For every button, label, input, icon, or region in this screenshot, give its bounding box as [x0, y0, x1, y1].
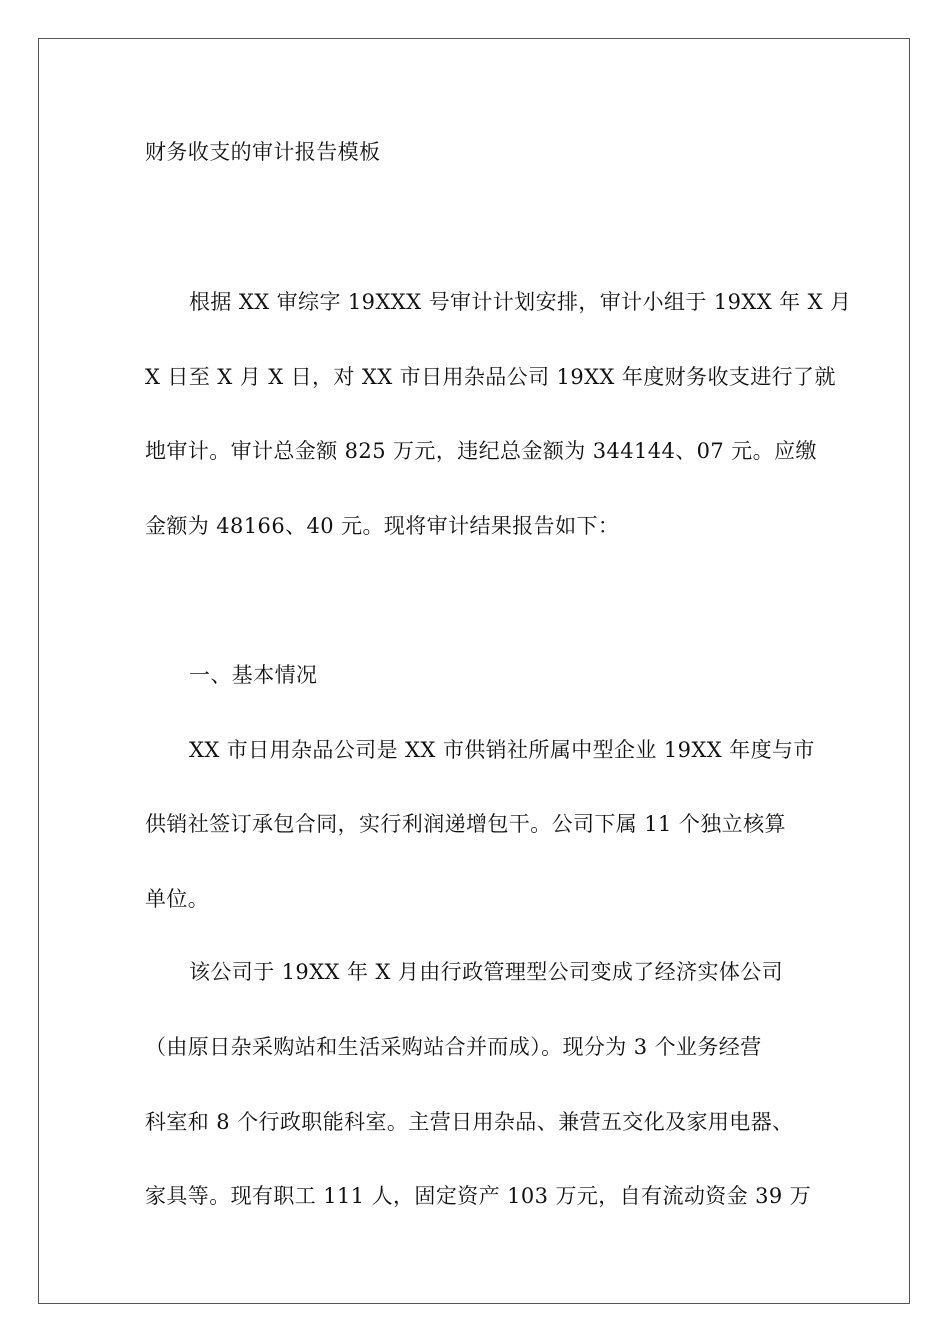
paragraph-line-2: X 日至 X 月 X 日，对 XX 市日用杂品公司 19XX 年度财务收支进行了就 [145, 365, 836, 389]
paragraph-line-6: 供销社签订承包合同，实行利润递增包干。公司下属 11 个独立核算 [145, 812, 786, 836]
paragraph-line-3: 地审计。审计总金额 825 万元，违纪总金额为 344144、07 元。应缴 [145, 439, 817, 463]
paragraph-line-7: 单位。 [145, 887, 210, 911]
paragraph-line-8: 该公司于 19XX 年 X 月由行政管理型公司变成了经济实体公司 [189, 960, 784, 984]
document-title: 财务收支的审计报告模板 [145, 140, 381, 164]
paragraph-line-10: 科室和 8 个行政职能科室。主营日用杂品、兼营五交化及家用电器、 [145, 1110, 794, 1134]
paragraph-line-11: 家具等。现有职工 111 人，固定资产 103 万元，自有流动资金 39 万 [145, 1184, 812, 1208]
paragraph-line-1: 根据 XX 审综字 19XXX 号审计计划安排，审计小组于 19XX 年 X 月 [189, 290, 852, 314]
paragraph-line-4: 金额为 48166、40 元。现将审计结果报告如下： [145, 514, 620, 538]
section-heading-basic: 一、基本情况 [189, 663, 318, 687]
paragraph-line-5: XX 市日用杂品公司是 XX 市供销社所属中型企业 19XX 年度与市 [189, 738, 815, 762]
paragraph-line-9: （由原日杂采购站和生活采购站合并而成）。现分为 3 个业务经营 [145, 1035, 762, 1059]
